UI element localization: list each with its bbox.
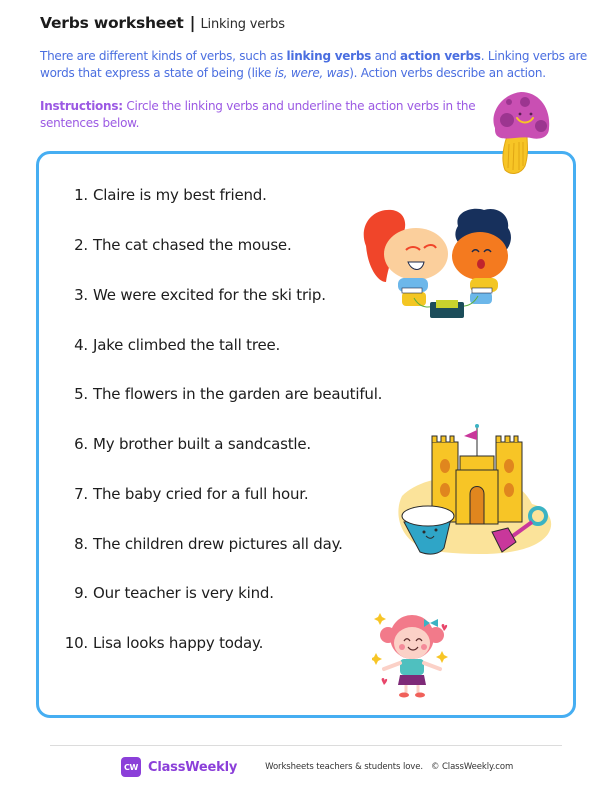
sentence-number: 1. (74, 186, 88, 204)
sentence-text: The baby cried for a full hour. (93, 485, 309, 503)
sentence-item (58, 485, 308, 503)
sandcastle-illustration (382, 424, 558, 560)
linking-verbs-term: linking verbs (286, 49, 372, 63)
sentence-number: 10. (64, 634, 88, 652)
sentence-item (58, 336, 280, 354)
brand-name: ClassWeekly (148, 759, 238, 775)
classweekly-logo-icon: CW (121, 757, 141, 777)
title-separator: | (189, 13, 196, 32)
sentence-item (58, 535, 343, 553)
mushroom-illustration (487, 88, 557, 178)
sentence-item (58, 584, 274, 602)
intro-paragraph (40, 48, 590, 82)
worksheet-subtitle: Linking verbs (200, 17, 285, 32)
sentence-text: The flowers in the garden are beautiful. (93, 385, 383, 403)
sentence-text: The cat chased the mouse. (93, 236, 292, 254)
intro-text: . Linking verbs are words that express a state of being (like (40, 49, 588, 80)
action-verbs-term: action verbs (400, 49, 481, 63)
sentence-text: The children drew pictures all day. (93, 535, 343, 553)
sentence-item (58, 286, 326, 304)
sentence-number: 5. (74, 385, 88, 403)
sentence-text: Our teacher is very kind. (93, 584, 274, 602)
footer-tagline: Worksheets teachers & students love. (265, 762, 423, 772)
sentence-number: 8. (74, 535, 88, 553)
sentence-number: 3. (74, 286, 88, 304)
happy-girl-illustration (372, 607, 452, 699)
sentence-text: My brother built a sandcastle. (93, 435, 311, 453)
instructions-paragraph (40, 98, 480, 132)
sentence-item (58, 435, 311, 453)
sentence-number: 4. (74, 336, 88, 354)
sentence-number: 9. (74, 584, 88, 602)
worksheet-header (40, 13, 285, 32)
sentence-item (58, 634, 263, 652)
linking-verb-examples: is, were, was (274, 66, 350, 80)
intro-text: There are different kinds of verbs, such as (40, 49, 287, 63)
sentence-text: We were excited for the ski trip. (93, 286, 326, 304)
sentence-number: 2. (74, 236, 88, 254)
sentence-item (58, 186, 267, 204)
instructions-label: Instructions: (40, 99, 123, 113)
instructions-text: Circle the linking verbs and underline the action verbs in the sentences below. (40, 99, 476, 130)
kids-gaming-illustration (358, 206, 524, 324)
worksheet-title: Verbs worksheet (40, 14, 184, 32)
sentence-text: Lisa looks happy today. (93, 634, 264, 652)
footer (121, 757, 513, 777)
sentence-text: Claire is my best friend. (93, 186, 267, 204)
sentence-number: 7. (74, 485, 88, 503)
sentence-number: 6. (74, 435, 88, 453)
footer-copyright: © ClassWeekly.com (430, 762, 514, 772)
sentence-item (58, 236, 292, 254)
sentence-item (58, 385, 382, 403)
sentence-text: Jake climbed the tall tree. (93, 336, 281, 354)
intro-text: ). Action verbs describe an action. (349, 66, 546, 80)
footer-divider (50, 745, 562, 746)
intro-text: and (371, 49, 401, 63)
